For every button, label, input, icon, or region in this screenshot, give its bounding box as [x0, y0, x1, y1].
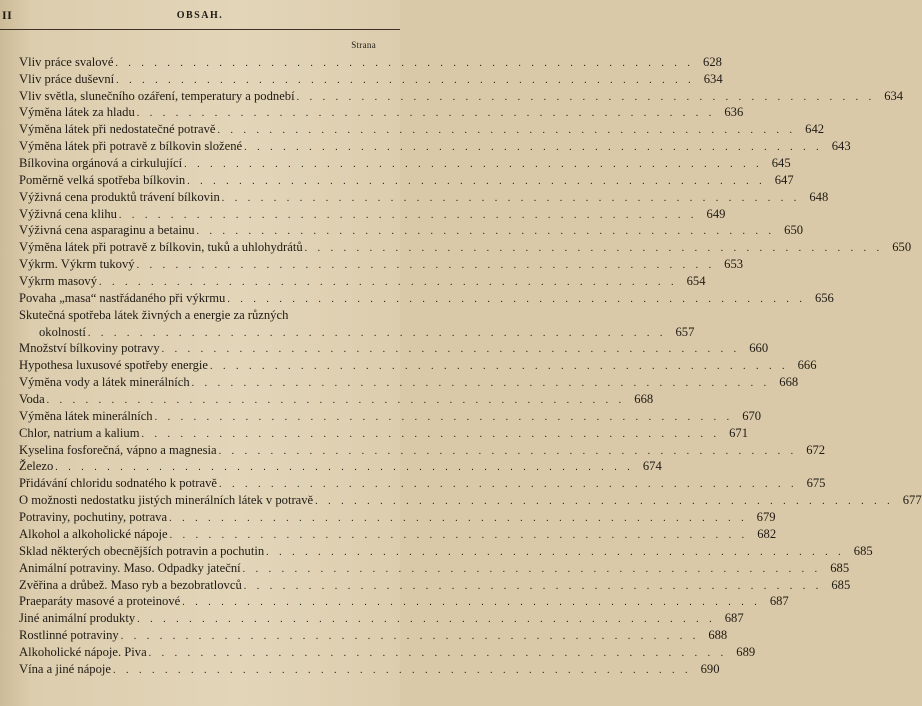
toc-entry — [19, 491, 922, 508]
toc-entry-title: Povaha „masa“ nastřádaného při výkrmu — [19, 290, 226, 305]
dot-leader: . . . . . . . . . . . . . . . . . . . . . . . . . . . . . . . . . . . . . . . . . . . . . — [242, 563, 822, 575]
dot-leader: . . . . . . . . . . . . . . . . . . . . . . . . . . . . . . . . . . . . . . . . . . . . . — [148, 647, 728, 659]
toc-entry — [19, 441, 826, 458]
dot-leader: . . . . . . . . . . . . . . . . . . . . . . . . . . . . . . . . . . . . . . . . . . . . . — [87, 327, 667, 339]
dot-leader: . . . . . . . . . . . . . . . . . . . . . . . . . . . . . . . . . . . . . . . . . . . . . — [266, 546, 845, 558]
toc-entry-title: O možnosti nedostatku jistých minerálních látek v potravě — [19, 493, 314, 508]
toc-entry — [19, 306, 695, 340]
toc-entry — [19, 272, 706, 289]
toc-entry-title: Jiné animální produkty — [19, 611, 136, 626]
toc-entry — [19, 238, 912, 255]
toc-entry-page: 634 — [703, 71, 723, 86]
toc-entry — [19, 70, 723, 87]
toc-entry-title: Výživná cena klihu — [19, 206, 117, 221]
toc-entry-page: 634 — [884, 88, 904, 103]
toc-entry-page: 653 — [724, 257, 744, 272]
dot-leader: . . . . . . . . . . . . . . . . . . . . . . . . . . . . . . . . . . . . . . . . . . . . . — [191, 378, 771, 390]
dot-leader: . . . . . . . . . . . . . . . . . . . . . . . . . . . . . . . . . . . . . . . . . . . . . — [118, 209, 698, 221]
toc-entry-title: Kyselina fosforečná, vápno a magnesia — [19, 442, 217, 457]
dot-leader: . . . . . . . . . . . . . . . . . . . . . . . . . . . . . . . . . . . . . . . . . . . . . — [196, 226, 776, 238]
dot-leader: . . . . . . . . . . . . . . . . . . . . . . . . . . . . . . . . . . . . . . . . . . . . . — [296, 91, 876, 103]
toc-entry-title: Alkoholické nápoje. Piva — [19, 644, 147, 659]
toc-entry-title: Výměna látek minerálních — [19, 408, 153, 423]
dot-leader: . . . . . . . . . . . . . . . . . . . . . . . . . . . . . . . . . . . . . . . . . . . . . — [227, 293, 806, 305]
toc-entry — [19, 474, 826, 491]
toc-entry-title: Množství bílkoviny potravy — [19, 341, 160, 356]
toc-entry — [19, 559, 850, 576]
toc-entry — [19, 508, 776, 525]
toc-entry-page: 668 — [634, 392, 654, 407]
toc-entry-title: Výkrm masový — [19, 274, 98, 289]
dot-leader: . . . . . . . . . . . . . . . . . . . . . . . . . . . . . . . . . . . . . . . . . . . . . — [136, 108, 716, 120]
toc-entry-page: 682 — [757, 526, 777, 541]
toc-entry — [19, 542, 873, 559]
toc-entry — [19, 154, 791, 171]
toc-entry-page: 685 — [831, 577, 851, 592]
toc-entry-title: Alkohol a alkoholické nápoje — [19, 526, 168, 541]
toc-entry — [19, 458, 662, 475]
toc-entry-page: 677 — [902, 493, 922, 508]
toc-entry-page: 671 — [729, 425, 749, 440]
header-title: OBSAH. — [176, 10, 224, 21]
toc-entry-page: 636 — [724, 105, 744, 120]
dot-leader: . . . . . . . . . . . . . . . . . . . . . . . . . . . . . . . . . . . . . . . . . . . . . — [243, 580, 823, 592]
toc-entry-page: 672 — [806, 442, 826, 457]
toc-entry-page: 687 — [769, 594, 789, 609]
toc-entry-page: 674 — [642, 459, 662, 474]
toc-entry-title: Železo — [19, 459, 54, 474]
dot-leader: . . . . . . . . . . . . . . . . . . . . . . . . . . . . . . . . . . . . . . . . . . . . . — [154, 411, 734, 423]
dot-leader: . . . . . . . . . . . . . . . . . . . . . . . . . . . . . . . . . . . . . . . . . . . . . — [187, 175, 766, 187]
toc-entry-title: Praeparáty masové a proteinové — [19, 594, 181, 609]
toc-entry — [19, 53, 722, 70]
dot-leader: . . . . . . . . . . . . . . . . . . . . . . . . . . . . . . . . . . . . . . . . . . . . . — [209, 361, 789, 373]
toc-entry-title: Výměna látek při nedostatečné potravě — [19, 122, 216, 137]
toc-entry-title: Voda — [19, 392, 45, 407]
toc-entry — [19, 171, 794, 188]
dot-leader: . . . . . . . . . . . . . . . . . . . . . . . . . . . . . . . . . . . . . . . . . . . . . — [161, 344, 741, 356]
dot-leader: . . . . . . . . . . . . . . . . . . . . . . . . . . . . . . . . . . . . . . . . . . . . . — [244, 142, 823, 154]
toc-entry — [19, 525, 777, 542]
dot-leader: . . . . . . . . . . . . . . . . . . . . . . . . . . . . . . . . . . . . . . . . . . . . . — [136, 260, 716, 272]
toc-entry — [19, 104, 744, 121]
toc-entry-page: 648 — [809, 189, 829, 204]
toc-entry-page: 647 — [774, 172, 794, 187]
dot-leader: . . . . . . . . . . . . . . . . . . . . . . . . . . . . . . . . . . . . . . . . . . . . . — [182, 597, 761, 609]
toc-entry-title: Bílkovina orgánová a cirkulující — [19, 156, 183, 171]
dot-leader: . . . . . . . . . . . . . . . . . . . . . . . . . . . . . . . . . . . . . . . . . . . . . — [116, 74, 695, 86]
toc-entry-page: 679 — [756, 510, 776, 525]
dot-leader: . . . . . . . . . . . . . . . . . . . . . . . . . . . . . . . . . . . . . . . . . . . . . — [217, 125, 797, 137]
toc-entry-title-continued: okolností — [39, 324, 86, 339]
toc-entry-page: 643 — [831, 139, 851, 154]
toc-entry — [19, 340, 769, 357]
dot-leader: . . . . . . . . . . . . . . . . . . . . . . . . . . . . . . . . . . . . . . . . . . . . . — [221, 192, 801, 204]
toc-entry-title: Výkrm. Výkrm tukový — [19, 257, 135, 272]
toc-entry-page: 645 — [771, 156, 791, 171]
toc-entry — [19, 188, 829, 205]
dot-leader: . . . . . . . . . . . . . . . . . . . . . . . . . . . . . . . . . . . . . . . . . . . . . — [120, 631, 700, 643]
toc-entry-page: 690 — [700, 661, 720, 676]
toc-entry-title: Vliv práce svalové — [19, 54, 114, 69]
dot-leader: . . . . . . . . . . . . . . . . . . . . . . . . . . . . . . . . . . . . . . . . . . . . . — [115, 57, 694, 69]
toc-entry — [19, 424, 749, 441]
toc-entry-title: Výměna látek při potravě z bílkovin složené — [19, 139, 243, 154]
toc-entry-title: Vliv práce duševní — [19, 71, 115, 86]
toc-entry-title: Rostlinné potraviny — [19, 628, 119, 643]
page-header — [0, 4, 400, 24]
dot-leader: . . . . . . . . . . . . . . . . . . . . . . . . . . . . . . . . . . . . . . . . . . . . . — [112, 664, 692, 676]
toc-entry-page: 666 — [797, 358, 817, 373]
dot-leader: . . . . . . . . . . . . . . . . . . . . . . . . . . . . . . . . . . . . . . . . . . . . . — [218, 445, 798, 457]
dot-leader: . . . . . . . . . . . . . . . . . . . . . . . . . . . . . . . . . . . . . . . . . . . . . — [304, 243, 884, 255]
toc-entry-title: Výměna látek při potravě z bílkovin, tuků a uhlohydrátů — [19, 240, 303, 255]
toc-entry-page: 628 — [703, 54, 722, 69]
toc-entry-title: Animální potraviny. Maso. Odpadky jateční — [19, 560, 241, 575]
toc-entry-page: 670 — [742, 408, 762, 423]
toc-entry — [19, 407, 762, 424]
toc-entry-title: Hypothesa luxusové spotřeby energie — [19, 358, 208, 373]
toc-entry — [19, 205, 726, 222]
toc-entry-page: 656 — [814, 290, 834, 305]
header-rule — [0, 29, 400, 30]
toc-entry-page: 654 — [686, 274, 706, 289]
dot-leader: . . . . . . . . . . . . . . . . . . . . . . . . . . . . . . . . . . . . . . . . . . . . . — [169, 513, 748, 525]
toc-entry — [19, 356, 817, 373]
toc-entry — [19, 120, 825, 137]
toc-entry — [19, 643, 756, 660]
toc-entry-title: Potraviny, pochutiny, potrava — [19, 510, 168, 525]
toc-entry — [19, 593, 789, 610]
toc-entry — [19, 390, 654, 407]
header-page-number: II — [2, 8, 13, 22]
toc-entry-title: Vína a jiné nápoje — [19, 661, 111, 676]
page-column-label: Strana — [351, 40, 376, 50]
toc-entry-title: Chlor, natrium a kalium — [19, 425, 140, 440]
toc-entry-title: Výměna látek za hladu — [19, 105, 135, 120]
toc-entry-page: 689 — [736, 644, 756, 659]
toc-entry-line — [19, 306, 376, 323]
toc-entry-title: Sklad některých obecnějších potravin a pochutin — [19, 543, 265, 558]
toc-entry — [19, 137, 851, 154]
toc-entry-page: 657 — [675, 324, 695, 339]
toc-entry-page: 650 — [892, 240, 912, 255]
toc-entry-page: 649 — [706, 206, 726, 221]
toc-entry — [19, 609, 744, 626]
toc-entry-page: 668 — [779, 375, 799, 390]
dot-leader: . . . . . . . . . . . . . . . . . . . . . . . . . . . . . . . . . . . . . . . . . . . . . — [315, 496, 894, 508]
dot-leader: . . . . . . . . . . . . . . . . . . . . . . . . . . . . . . . . . . . . . . . . . . . . . — [46, 395, 626, 407]
toc-entry — [19, 289, 834, 306]
toc-entry — [19, 373, 799, 390]
toc-entry — [19, 660, 720, 677]
toc-entry — [19, 255, 744, 272]
dot-leader: . . . . . . . . . . . . . . . . . . . . . . . . . . . . . . . . . . . . . . . . . . . . . — [99, 277, 678, 289]
toc-entry-page: 650 — [784, 223, 804, 238]
toc-entry-title: Výživná cena produktů trávení bílkovin — [19, 189, 220, 204]
dot-leader: . . . . . . . . . . . . . . . . . . . . . . . . . . . . . . . . . . . . . . . . . . . . . — [184, 159, 763, 171]
toc-entry-page: 685 — [853, 543, 873, 558]
dot-leader: . . . . . . . . . . . . . . . . . . . . . . . . . . . . . . . . . . . . . . . . . . . . . — [137, 614, 716, 626]
toc-entry-page: 687 — [724, 611, 744, 626]
toc-entry-title: Výživná cena asparaginu a betainu — [19, 223, 195, 238]
dot-leader: . . . . . . . . . . . . . . . . . . . . . . . . . . . . . . . . . . . . . . . . . . . . . — [55, 462, 634, 474]
dot-leader: . . . . . . . . . . . . . . . . . . . . . . . . . . . . . . . . . . . . . . . . . . . . . — [218, 479, 798, 491]
toc-entry-title: Přidávání chloridu sodnatého k potravě — [19, 476, 217, 491]
toc-entry — [19, 222, 804, 239]
toc-entry-page: 675 — [806, 476, 826, 491]
dot-leader: . . . . . . . . . . . . . . . . . . . . . . . . . . . . . . . . . . . . . . . . . . . . . — [141, 428, 721, 440]
toc-entry — [19, 87, 904, 104]
toc-entry-page: 660 — [749, 341, 769, 356]
toc-entry-page: 642 — [805, 122, 825, 137]
toc-entry-page: 685 — [830, 560, 850, 575]
toc-entry — [19, 626, 728, 643]
toc-entry-title: Výměna vody a látek minerálních — [19, 375, 190, 390]
toc-entry — [19, 576, 851, 593]
toc-entry-line — [19, 323, 695, 340]
dot-leader: . . . . . . . . . . . . . . . . . . . . . . . . . . . . . . . . . . . . . . . . . . . . . — [169, 529, 749, 541]
toc-entry-page: 688 — [708, 628, 728, 643]
toc-entry-title: Zvěřina a drůbež. Maso ryb a bezobratlovců — [19, 577, 242, 592]
toc-entry-title: Skutečná spotřeba látek živných a energie za různých — [19, 307, 289, 322]
toc-entry-title: Poměrně velká spotřeba bílkovin — [19, 172, 186, 187]
toc-entry-title: Vliv světla, slunečního ozáření, temperatury a podnebí — [19, 88, 295, 103]
toc-list — [19, 53, 922, 677]
